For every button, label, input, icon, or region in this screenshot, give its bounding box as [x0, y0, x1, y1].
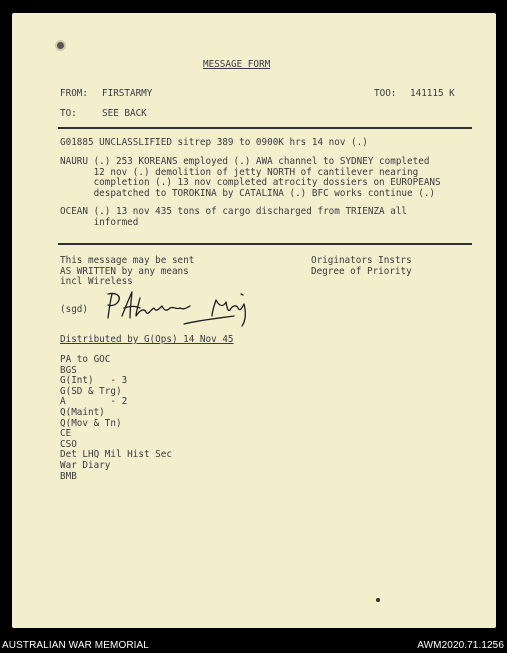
nauru-line-3: completion (.) 13 nov completed atrocity dossiers on EUROPEANS: [60, 177, 441, 188]
distribution-item: CSO: [60, 438, 77, 450]
punch-hole: [57, 42, 64, 49]
distribution-item: Q(Mov & Tn): [60, 417, 122, 429]
distribution-item: G(SD & Trg): [60, 385, 122, 397]
archive-credit: AUSTRALIAN WAR MEMORIAL: [2, 640, 149, 651]
distribution-item: CE: [60, 428, 72, 440]
archive-reference: AWM2020.71.1256: [417, 640, 504, 651]
middle-rule: [58, 243, 472, 245]
ink-dot: [376, 598, 380, 602]
distribution-item: Det LHQ Mil Hist Sec: [60, 449, 172, 461]
from-label: FROM:: [60, 88, 88, 99]
send-condition-line-2: AS WRITTEN by any means: [60, 265, 189, 277]
send-condition-line-1: This message may be sent: [60, 255, 195, 266]
distribution-item: A - 2: [60, 396, 128, 408]
originators-instrs: Originators Instrs: [311, 255, 412, 266]
too-value: 141115 K: [410, 88, 455, 99]
distribution-item: War Diary: [60, 460, 111, 471]
ocean-line-2: informed: [60, 216, 139, 228]
sitrep-header-line: G01885 UNCLASSLIFIED sitrep 389 to 0900K hrs 14 nov (.): [60, 137, 368, 148]
distribution-item: Q(Maint): [60, 407, 105, 418]
to-label: TO:: [60, 108, 77, 119]
nauru-line-2: 12 nov (.) demolition of jetty NORTH of cantilever nearing: [60, 166, 419, 178]
distribution-item: BMB: [60, 470, 77, 482]
sgd-label: (sgd): [60, 304, 88, 315]
nauru-line-1: NAURU (.) 253 KOREANS employed (.) AWA channel to SYDNEY completed: [60, 156, 430, 167]
nauru-line-4: despatched to TOROKINA by CATALINA (.) BFC works continue (.): [60, 187, 436, 199]
handwritten-signature: [100, 288, 260, 328]
ocean-line-1: OCEAN (.) 13 nov 435 tons of cargo discharged from TRIENZA all: [60, 206, 408, 217]
top-rule: [58, 127, 472, 129]
distribution-item: G(Int) - 3: [60, 375, 128, 387]
degree-of-priority: Degree of Priority: [311, 265, 412, 277]
distribution-title: Distributed by G(Ops) 14 Nov 45: [60, 334, 234, 345]
send-condition-line-3: incl Wireless: [60, 276, 133, 287]
distribution-item: PA to GOC: [60, 354, 111, 365]
form-title: MESSAGE FORM: [203, 59, 271, 70]
too-label: TOO:: [374, 88, 397, 99]
to-value: SEE BACK: [102, 108, 147, 119]
from-value: FIRSTARMY: [102, 88, 153, 99]
distribution-item: BGS: [60, 364, 77, 376]
